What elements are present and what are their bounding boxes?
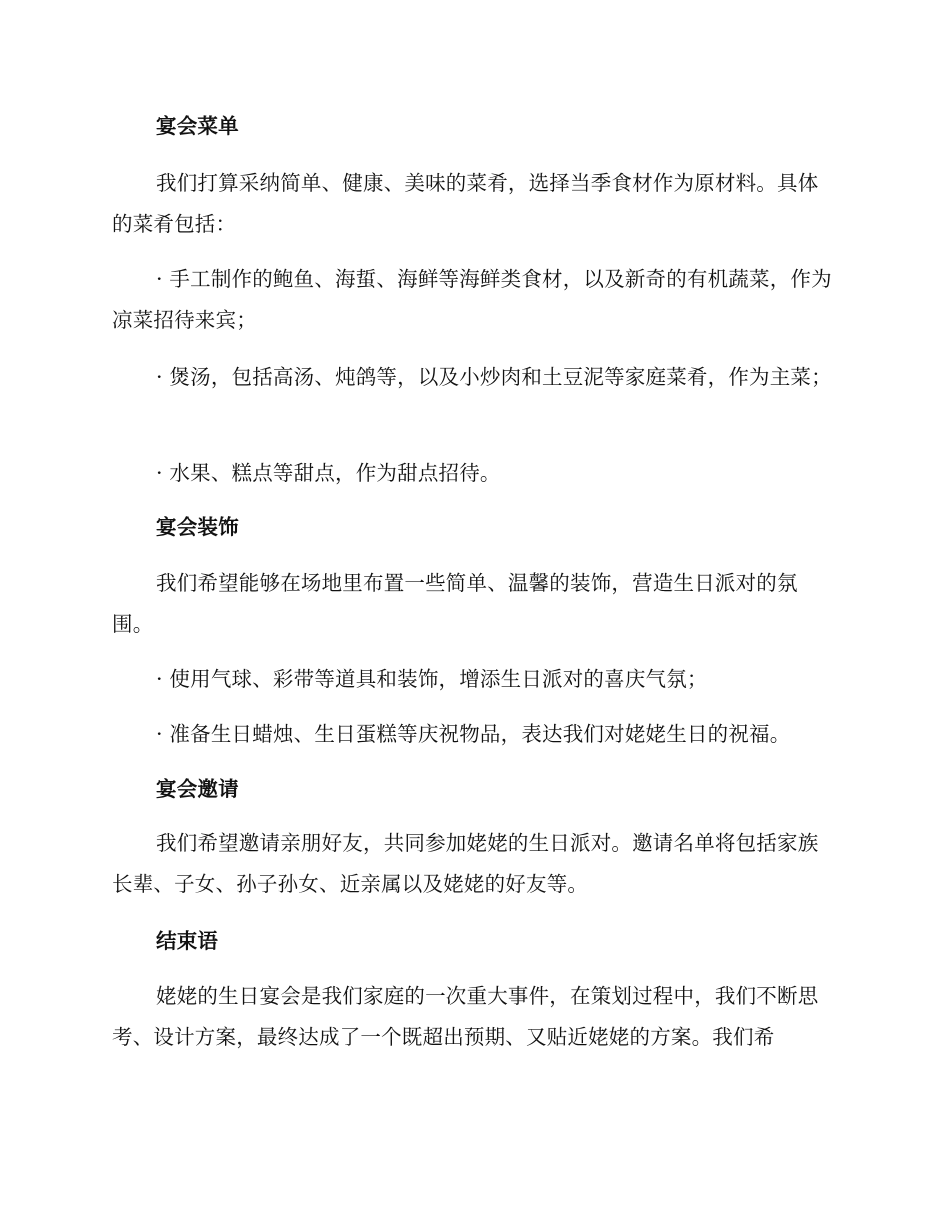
paragraph-invitation: 我们希望邀请亲朋好友，共同参加姥姥的生日派对。邀请名单将包括家族长辈、子女、孙子孙女、近亲属以及姥姥的好友等。 — [112, 831, 819, 896]
section-heading-invitation: 宴会邀请 — [156, 777, 239, 801]
list-item-desserts: · 水果、糕点等甜点，作为甜点招待。 — [156, 461, 501, 485]
list-item-cold-dishes: · 手工制作的鲍鱼、海蜇、海鲜等海鲜类食材，以及新奇的有机蔬菜，作为凉菜招待来宾； — [112, 267, 832, 332]
section-heading-decoration: 宴会装饰 — [156, 515, 239, 539]
list-item-balloons: · 使用气球、彩带等道具和装饰，增添生日派对的喜庆气氛； — [156, 667, 708, 691]
paragraph-decoration-intro: 我们希望能够在场地里布置一些简单、温馨的装饰，营造生日派对的氛围。 — [112, 571, 798, 636]
list-item-main-dishes: · 煲汤，包括高汤、炖鸽等，以及小炒肉和土豆泥等家庭菜肴，作为主菜； — [156, 365, 832, 389]
section-heading-conclusion: 结束语 — [156, 929, 219, 953]
paragraph-conclusion: 姥姥的生日宴会是我们家庭的一次重大事件，在策划过程中，我们不断思考、设计方案，最终达成了一个既超出预期、又贴近姥姥的方案。我们希 — [112, 984, 819, 1049]
paragraph-menu-intro: 我们打算采纳简单、健康、美味的菜肴，选择当季食材作为原材料。具体的菜肴包括： — [112, 171, 819, 236]
list-item-candles-cake: · 准备生日蜡烛、生日蛋糕等庆祝物品，表达我们对姥姥生日的祝福。 — [156, 722, 791, 746]
section-heading-menu: 宴会菜单 — [156, 114, 239, 138]
